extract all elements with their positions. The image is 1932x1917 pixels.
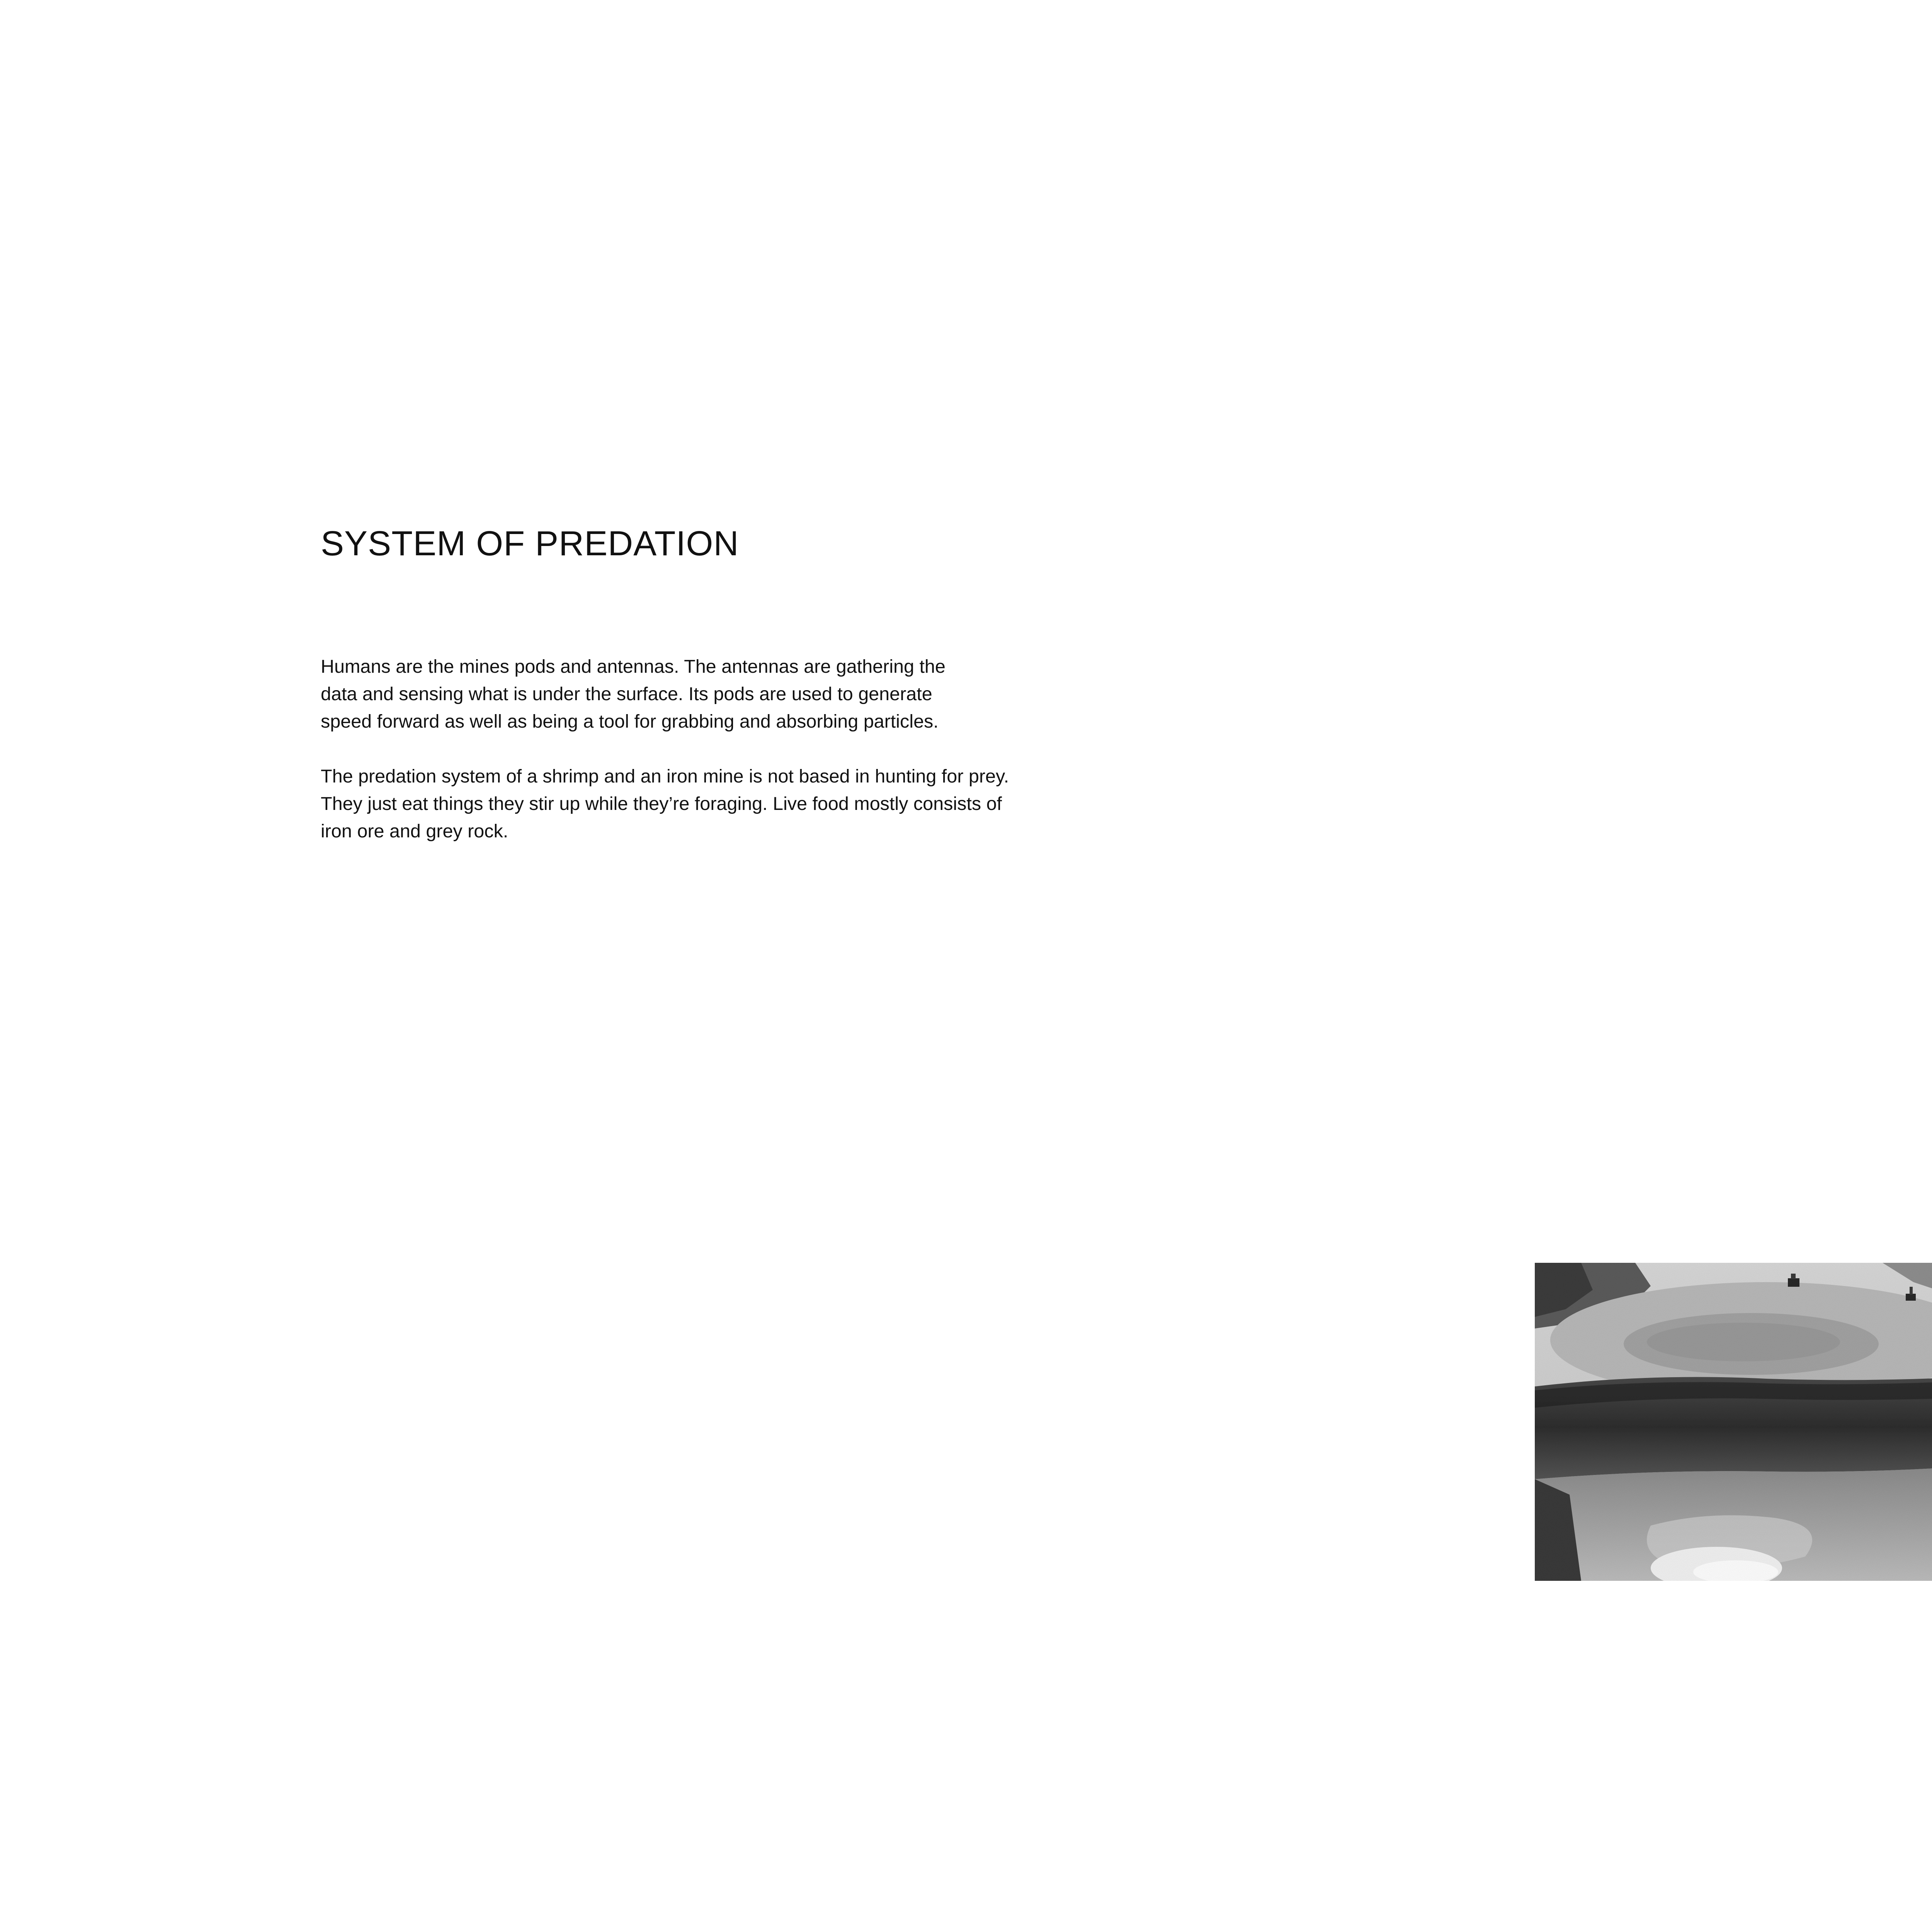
body-text [321,653,1074,873]
text-line: data and sensing what is under the surface. Its pods are used to generate [321,684,932,704]
text-line: Humans are the mines pods and antennas. The antennas are gathering the [321,656,946,677]
text-line: iron ore and grey rock. [321,821,509,842]
page-title: SYSTEM OF PREDATION [321,524,739,563]
text-line: The predation system of a shrimp and an iron mine is not based in hunting for prey. [321,766,1009,787]
text-line: They just eat things they stir up while they’re foraging. Live food mostly consists of [321,793,1002,814]
paragraph-2 [321,763,1074,845]
open-pit-mine-photo [1535,1263,1932,1581]
paragraph-1 [321,653,1074,735]
text-line: speed forward as well as being a tool for grabbing and absorbing particles. [321,711,939,732]
